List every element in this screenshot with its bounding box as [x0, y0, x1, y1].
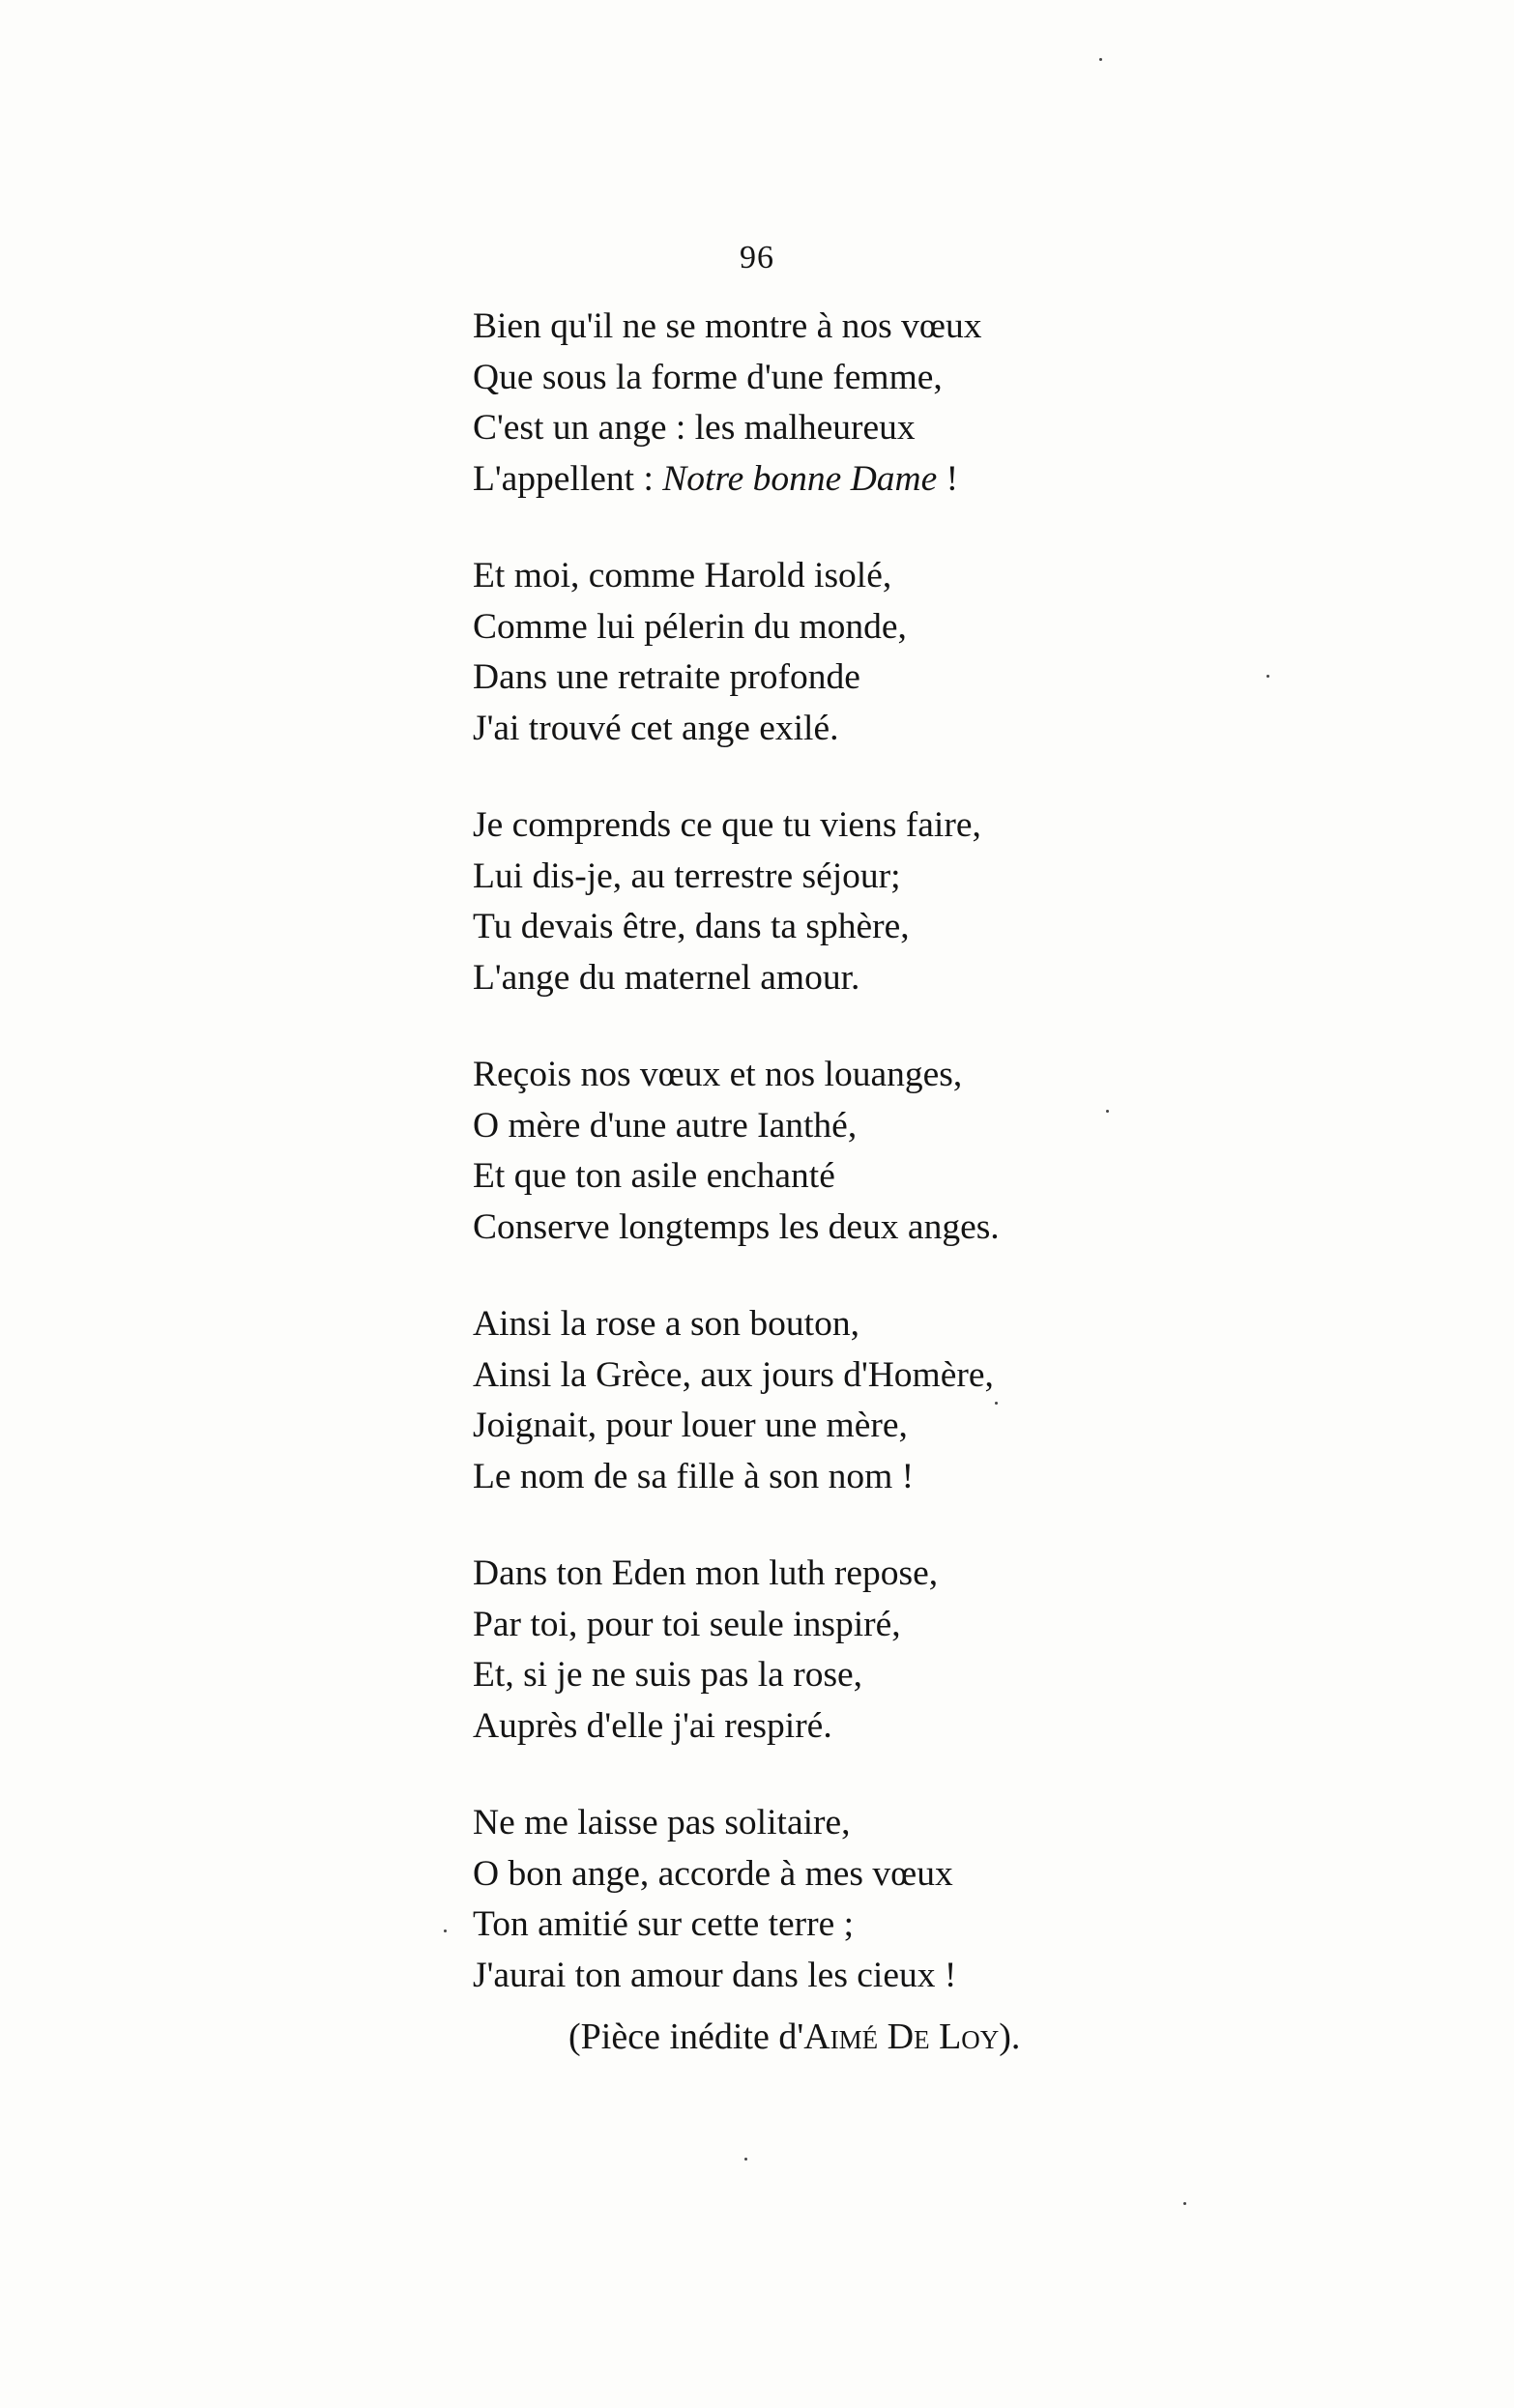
poem-line: Conserve longtemps les deux anges.: [473, 1206, 1000, 1247]
poem-line: [473, 454, 1072, 506]
poem-line: Je comprends ce que tu viens faire,: [473, 805, 981, 845]
stanza-7: [473, 1798, 1072, 2001]
poem-line: Et que ton asile enchanté: [473, 1156, 835, 1196]
poem-line: Ainsi la rose a son bouton,: [473, 1304, 859, 1344]
poem-line: Par toi, pour toi seule inspiré,: [473, 1604, 901, 1644]
poem-line: J'aurai ton amour dans les cieux !: [473, 1955, 957, 1995]
scan-speck: [744, 2158, 747, 2161]
scan-speck: [1183, 2202, 1186, 2205]
poem-line: Ainsi la Grèce, aux jours d'Homère,: [473, 1354, 994, 1395]
scan-speck: [1099, 58, 1102, 61]
poem-line: Que sous la forme d'une femme,: [473, 357, 943, 397]
poem-line: Et, si je ne suis pas la rose,: [473, 1655, 863, 1695]
poem-line: J'ai trouvé cet ange exilé.: [473, 708, 839, 748]
scan-speck: [1106, 1110, 1109, 1113]
poem-line: Bien qu'il ne se montre à nos vœux: [473, 306, 982, 346]
poem-line: Ne me laisse pas solitaire,: [473, 1803, 851, 1842]
poem-line: Comme lui pélerin du monde,: [473, 606, 907, 647]
stanza-1: [473, 302, 1072, 505]
poem-line: C'est un ange : les malheureux: [473, 408, 916, 448]
attribution-suffix: ).: [999, 2016, 1021, 2057]
attribution-prefix: (Pièce inédite d': [568, 2016, 804, 2057]
scan-speck: [995, 1402, 998, 1405]
poem-line: Auprès d'elle j'ai respiré.: [473, 1705, 832, 1746]
poem-line: O bon ange, accorde à mes vœux: [473, 1853, 953, 1894]
poem-line-italic: Notre bonne Dame: [662, 458, 938, 499]
attribution-author: Aimé De Loy: [803, 2016, 1000, 2057]
poem-line: Le nom de sa fille à son nom !: [473, 1456, 915, 1496]
poem-line: Joignait, pour louer une mère,: [473, 1406, 908, 1445]
scan-speck: [1267, 675, 1269, 678]
poem: [473, 302, 1072, 2047]
stanza-2: [473, 551, 1072, 754]
poem-line: Dans une retraite profonde: [473, 657, 860, 697]
poem-line-text: L'appellent :: [473, 458, 663, 499]
poem-line: Reçois nos vœux et nos louanges,: [473, 1055, 963, 1094]
poem-line: Et moi, comme Harold isolé,: [473, 556, 892, 595]
scan-speck: [444, 1929, 447, 1932]
stanza-4: [473, 1050, 1072, 1253]
stanza-6: [473, 1549, 1072, 1752]
stanza-5: [473, 1299, 1072, 1502]
poem-line-after: !: [937, 458, 959, 499]
poem-line: Ton amitié sur cette terre ;: [473, 1904, 855, 1944]
poem-line: Dans ton Eden mon luth repose,: [473, 1553, 939, 1593]
poem-line: O mère d'une autre Ianthé,: [473, 1105, 858, 1146]
poem-line: L'ange du maternel amour.: [473, 957, 860, 998]
page-number: 96: [740, 240, 774, 276]
stanza-3: [473, 800, 1072, 1003]
poem-line: Tu devais être, dans ta sphère,: [473, 907, 910, 946]
attribution: [568, 2013, 1020, 2061]
poem-line: Lui dis-je, au terrestre séjour;: [473, 856, 901, 896]
